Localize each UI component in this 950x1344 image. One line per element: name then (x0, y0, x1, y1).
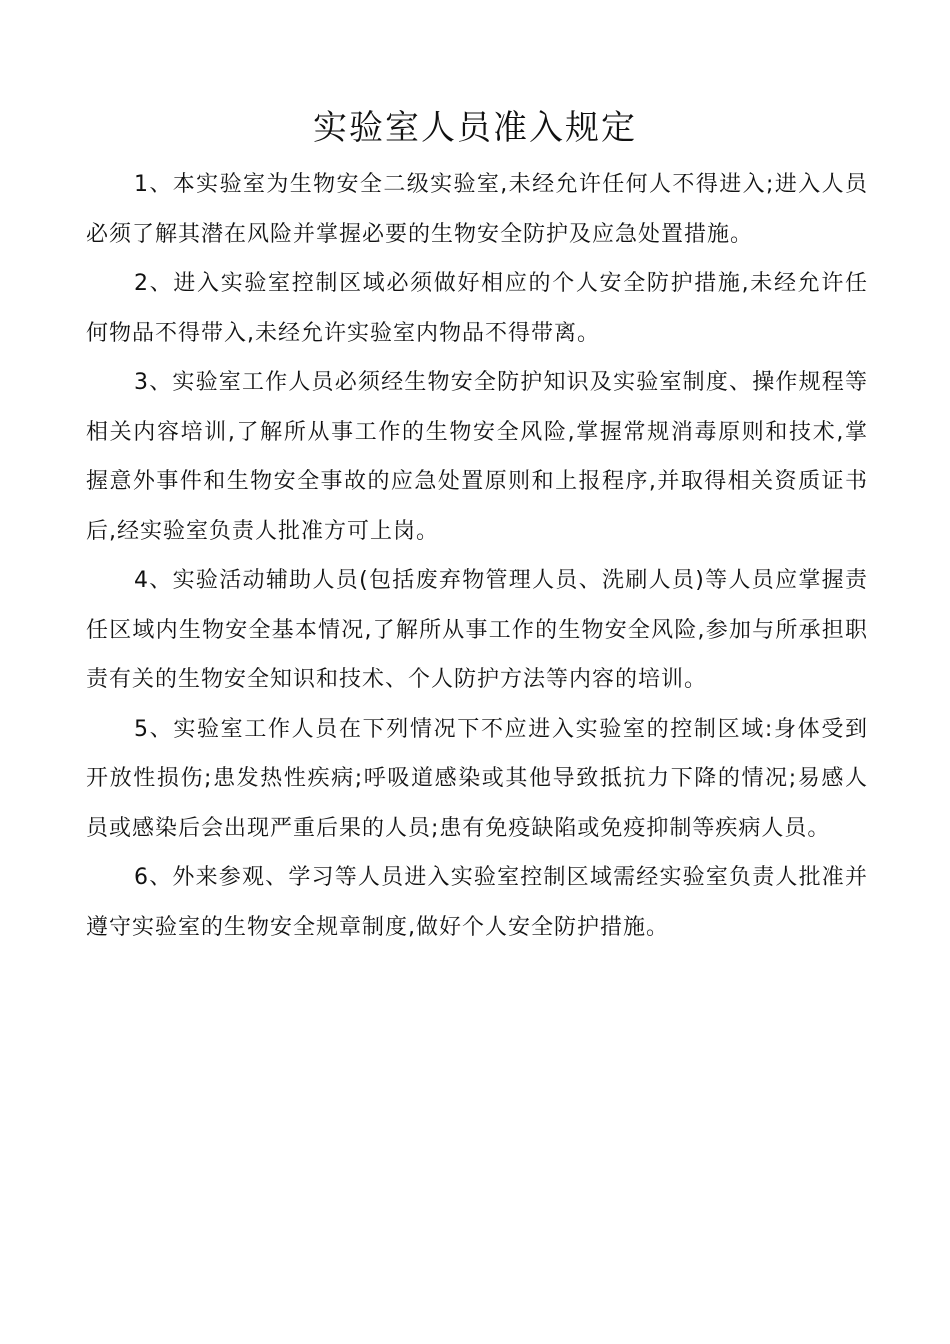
rule-paragraph-3: 3、实验室工作人员必须经生物安全防护知识及实验室制度、操作规程等相关内容培训,了解所从事工作的生物安全风险,掌握常规消毒原则和技术,掌握意外事件和生物安全事故的应急处置原则和上报程序,并取得相关资质证书后,经实验室负责人批准方可上岗。 (86, 370, 868, 544)
rule-paragraph-1: 1、本实验室为生物安全二级实验室,未经允许任何人不得进入;进入人员必须了解其潜在风险并掌握必要的生物安全防护及应急处置措施。 (86, 172, 868, 247)
rule-paragraph-2: 2、进入实验室控制区域必须做好相应的个人安全防护措施,未经允许任何物品不得带入,未经允许实验室内物品不得带离。 (86, 271, 868, 346)
rule-paragraph-6: 6、外来参观、学习等人员进入实验室控制区域需经实验室负责人批准并遵守实验室的生物安全规章制度,做好个人安全防护措施。 (86, 865, 868, 940)
rules-list (86, 160, 868, 952)
rule-paragraph-4: 4、实验活动辅助人员(包括废弃物管理人员、洗刷人员)等人员应掌握责任区域内生物安全基本情况,了解所从事工作的生物安全风险,参加与所承担职责有关的生物安全知识和技术、个人防护方法等内容的培训。 (86, 568, 868, 692)
document-title: 实验室人员准入规定 (313, 108, 637, 148)
rule-paragraph-5: 5、实验室工作人员在下列情况下不应进入实验室的控制区域:身体受到开放性损伤;患发热性疾病;呼吸道感染或其他导致抵抗力下降的情况;易感人员或感染后会出现严重后果的人员;患有免疫缺陷或免疫抑制等疾病人员。 (86, 716, 868, 841)
